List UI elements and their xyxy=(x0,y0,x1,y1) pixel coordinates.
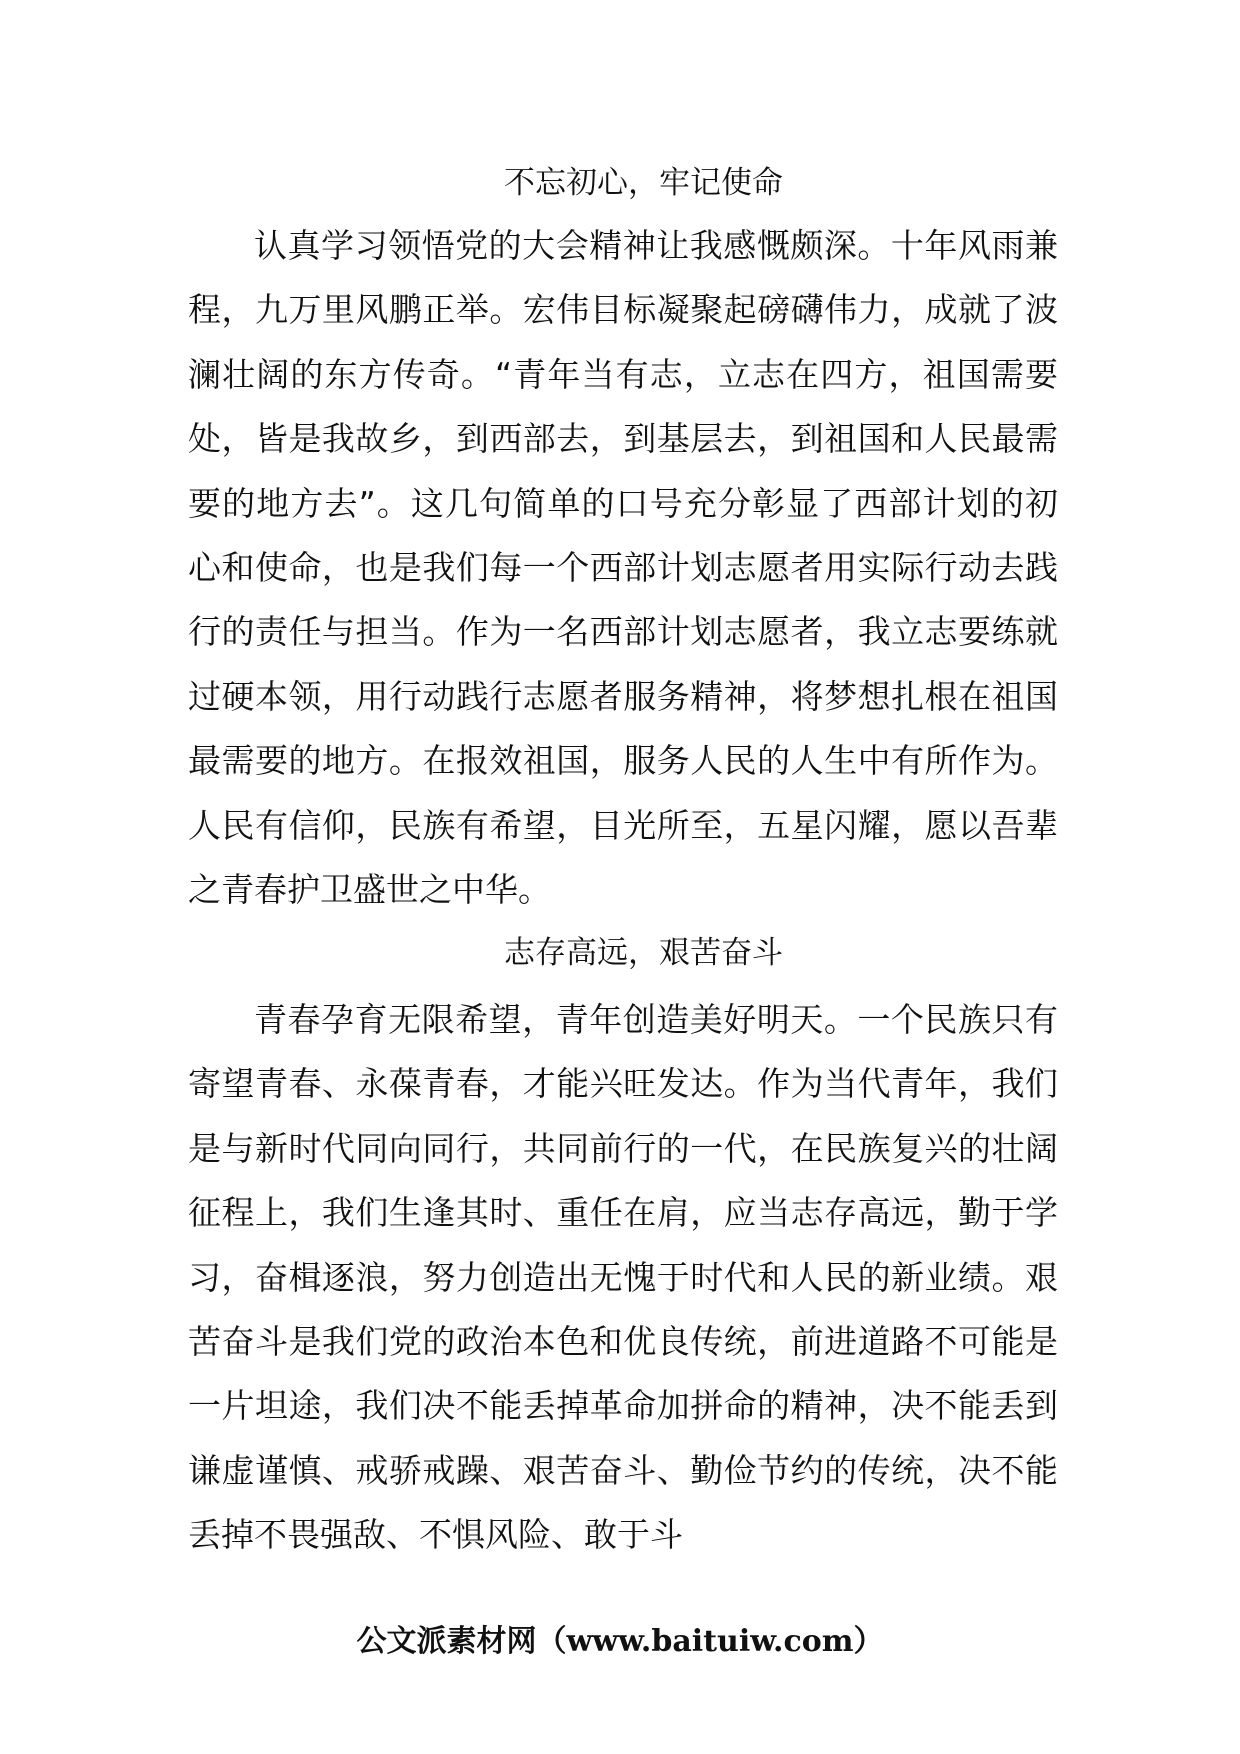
section-heading-1: 不忘初心，牢记使命 xyxy=(504,165,783,201)
section-heading-2: 志存高远，艰苦奋斗 xyxy=(504,935,783,971)
section-paragraph-2: 青春孕育无限希望，青年创造美好明天。一个民族只有寄望青春、永葆青春，才能兴旺发达。作为当代青年，我们是与新时代同向同行，共同前行的一代，在民族复兴的壮阔征程上，我们生逢其时、重任在肩，应当志存高远，勤于学习，奋楫逐浪，努力创造出无愧于时代和人民的新业绩。艰苦奋斗是我们党的政治本色和优良传统，前进道路不可能是一片坦途，我们决不能丢掉革命加拼命的精神，决不能丢到谦虚谨慎、戒骄戒躁、艰苦奋斗、勤俭节约的传统，决不能丢掉不畏强敌、不惧风险、敢于斗 xyxy=(188,1000,1058,1555)
page-footer-watermark: 公文派素材网（www.baituiw.com） xyxy=(356,1624,884,1659)
section-paragraph-1: 认真学习领悟党的大会精神让我感慨颇深。十年风雨兼程，九万里风鹏正举。宏伟目标凝聚起磅礴伟力，成就了波澜壮阔的东方传奇。“青年当有志，立志在四方，祖国需要处，皆是我故乡，到西部去，到基层去，到祖国和人民最需要的地方去”。这几句简单的口号充分彰显了西部计划的初心和使命，也是我们每一个西部计划志愿者用实际行动去践行的责任与担当。作为一名西部计划志愿者，我立志要练就过硬本领，用行动践行志愿者服务精神，将梦想扎根在祖国最需要的地方。在报效祖国，服务人民的人生中有所作为。人民有信仰，民族有希望，目光所至，五星闪耀，愿以吾辈之青春护卫盛世之中华。 xyxy=(188,226,1058,910)
